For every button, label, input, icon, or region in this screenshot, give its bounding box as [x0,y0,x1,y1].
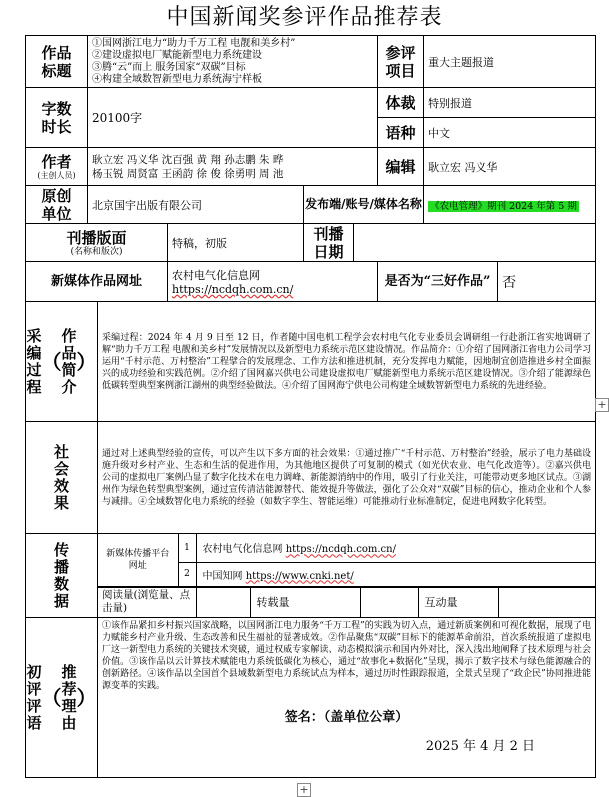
effect-label-char: 社 [53,442,69,461]
label-layout [26,224,168,262]
url-link[interactable]: https://ncdqh.com.cn/ [172,283,294,296]
intro-label-paren: ） [76,349,97,374]
layout-label-text: 刊播版面 [66,228,127,247]
intro-label-char: 采 [26,326,42,345]
read-count-value[interactable] [196,587,250,617]
author-label-sub: (主创人员) [37,170,76,180]
label-language: 语种 [378,118,424,148]
spread-label-char: 传 [53,540,69,559]
intro-label-char: 介 [61,377,77,396]
interact-count-label: 互动量 [418,587,498,617]
category-value[interactable]: 重大主题报道 [424,36,596,88]
new-media-url-value[interactable] [168,262,378,302]
label-work-title: 作品 标题 [26,36,88,88]
work-title-line: ④构建全域数智新型电力系统海宁样板 [92,73,262,85]
recommendation-form-table [25,35,596,778]
label-spread [26,534,98,618]
platform-url-prefix: 农村电气化信息网 [202,544,286,556]
review-label-char: 语 [26,713,42,732]
effect-label-char: 效 [53,476,69,495]
interact-count-value[interactable] [498,587,595,617]
work-title-line: ②建设虚拟电厂赋能新型电力系统建设 [92,49,262,61]
plus-icon[interactable]: + [595,398,609,412]
review-label-col2 [62,664,77,732]
three-good-value[interactable]: 否 [498,262,596,302]
spread-label-char: 播 [53,557,69,576]
intro-text[interactable]: 采编过程：2024 年 4 月 9 日至 12 日，作者随中国电机工程学会农村电气化专业委员会调研组一行赴浙江省实地调研了解“助力千万工程 电靓和美乡村”发展情况以及新型电力系统示范区建设情况。作品简介：①介绍了国网浙江省电力公司学习运用“千村示范、万村整治”工程擘合的发展理念、工作方法和推进机制，充分发挥电力赋能，因地制宜创造推进乡村全面振兴的成功经验和实践范例。②介绍了国网嘉兴供电公司建设虚拟电厂赋能新型电力系统示范区建设情况。③介绍了能源绿色低碳转型典型案例浙江湖州的典型经验做法。④介绍了国网海宁供电公司构建全域数智新型电力系统的先进经验。 [98,302,596,422]
layout-label-sub: (名称和版次) [70,246,123,257]
effect-text[interactable]: 通过对上述典型经验的宣传，可以产生以下多方面的社会效果：①通过推广“千村示范、万村整治”经验，展示了电力基础设施升级对乡村产业、生态和生活的促进作用，为其他地区提供了可复制的模式（如光伏农业、电气化改造等）。②嘉兴供电公司的虚拟电厂案例凸显了数字化技术在电力调峰、新能源消纳中的作用，吸引了行业关注，可能带动更多地区试点。③湖州作为绿色转型典型案例，通过宣传清洁能源替代、能效提升等做法，强化了公众对“双碳”目标的信心，推动企业和个人参与减排。④全域数智化电力系统的经验（如数字孪生、智能运维）可能推动行业标准制定，促进电网数字化转型。 [98,422,596,534]
platform-url-link[interactable]: https://www.cnki.net/ [245,570,354,582]
intro-label-col1 [26,328,41,396]
intro-label-col2 [62,328,77,396]
review-label-char: 荐 [61,679,77,698]
review-text: ①该作品紧扣乡村振兴国家战略，以国网浙江电力服务“千万工程”的实践为切入点，通过新质案例和可视化数据，展现了电力赋能乡村产业升级、生态改善和民生福祉的显著成效。②作品聚焦“双碳”目标下的能源革命前沿，首次系统报道了虚拟电厂这一新型电力系统的关键技术突破，通过权威专家解读、动态模拟演示和国内外对比，深入浅出地阐释了技术原理与社会价值。③该作品以云计算技术赋能电力系统低碳化为核心，通过“故事化+数据化”呈现，揭示了数字技术与绿色能源融合的创新路径。④该作品以全国首个县域数新型电力系统试点为样本，通过历时性跟踪报道，全景式呈现了“政企民”协同推进能源变革的实践。 [102,621,592,691]
layout-value[interactable]: 特稿，初版 [168,224,304,262]
label-origin-unit: 原创 单位 [26,186,88,224]
spread-label-char: 据 [53,591,69,610]
plus-icon[interactable]: + [297,783,311,797]
publish-value-highlight: 《农电管理》期刊 2024 年第 5 期 [430,200,577,212]
label-review [26,618,98,778]
language-value[interactable]: 中文 [424,118,596,148]
review-label-paren: ） [76,685,97,710]
spread-label-stack [26,542,97,610]
publish-value[interactable] [424,186,596,224]
review-label-char: 由 [61,713,77,732]
work-title-line: ①国网浙江电力“助力千万工程 电靓和美乡村” [92,37,296,49]
author-label-text: 作者 [41,152,72,171]
intro-label-char: 简 [61,360,77,379]
page-title: 中国新闻奖参评作品推荐表 [166,5,443,30]
label-genre: 体裁 [378,88,424,118]
intro-label-char: 作 [61,326,77,345]
label-editor: 编辑 [378,148,424,186]
spread-details [98,534,596,618]
spread-label-char: 数 [53,574,69,593]
label-word-count: 字数 时长 [26,88,88,148]
platform-label: 新媒体传播平台网址 [98,534,178,586]
label-publish-date: 刊播 日期 [304,224,354,262]
work-title-value[interactable] [88,36,378,88]
label-category: 参评 项目 [378,36,424,88]
effect-label-stack [26,444,97,512]
signature-label: 签名：（盖单位公章） [284,710,409,725]
effect-label-char: 果 [53,493,69,512]
review-label-char: 理 [61,696,77,715]
label-author [26,148,88,186]
intro-label-char: 品 [61,343,77,362]
review-label-char: 初 [26,662,42,681]
row-title [26,36,596,88]
publish-date-value[interactable] [354,224,596,262]
platform-url-prefix: 中国知网 [202,570,246,582]
effect-label-char: 会 [53,459,69,478]
review-label-paren: （ [41,685,62,710]
repost-count-label: 转载量 [250,587,360,617]
label-intro [26,302,98,422]
platform-num: 1 [178,534,196,562]
review-label-col1 [26,664,41,732]
genre-value[interactable]: 特别报道 [424,88,596,118]
platform-num: 2 [178,562,196,586]
work-title-line: ③腾“云”而上 服务国家“双碳”目标 [92,61,246,73]
review-label-char: 评 [26,679,42,698]
authors-value[interactable] [88,148,378,186]
intro-label-paren: （ [41,349,62,374]
label-effect [26,422,98,534]
repost-count-value[interactable] [360,587,418,617]
spread-stats-table [98,587,595,618]
origin-unit-value[interactable]: 北京国宇出版有限公司 [88,186,304,224]
label-three-good: 是否为“三好作品” [378,262,498,302]
review-content[interactable] [98,618,596,778]
read-count-label: 阅读量(浏览量、点击量) [98,587,196,617]
url-prefix: 农村电气化信息网 [172,269,260,282]
word-count-value[interactable]: 20100字 [88,88,378,148]
review-label-char: 推 [61,662,77,681]
platform-url-link[interactable]: https://ncdqh.com.cn/ [285,544,396,556]
platform-url-2[interactable] [196,562,595,586]
label-new-media-url: 新媒体作品网址 [26,262,168,302]
editor-value[interactable]: 耿立宏 冯义华 [424,148,596,186]
review-label-char: 评 [26,696,42,715]
intro-label-char: 程 [26,377,42,396]
intro-label-char: 编 [26,343,42,362]
authors-line: 杨玉锐 周贤富 王函韵 徐 俊 徐勇明 周 池 [92,167,284,180]
signature-date: 2025 年 4 月 2 日 [425,739,536,754]
platform-url-1[interactable] [196,534,595,562]
authors-line: 耿立宏 冯义华 沈百强 黄 翔 孙志鹏 朱 晔 [92,153,284,166]
spread-nested-table [98,534,595,587]
label-publish: 发布端/账号/媒体名称 [304,186,424,224]
intro-label-char: 过 [26,360,42,379]
